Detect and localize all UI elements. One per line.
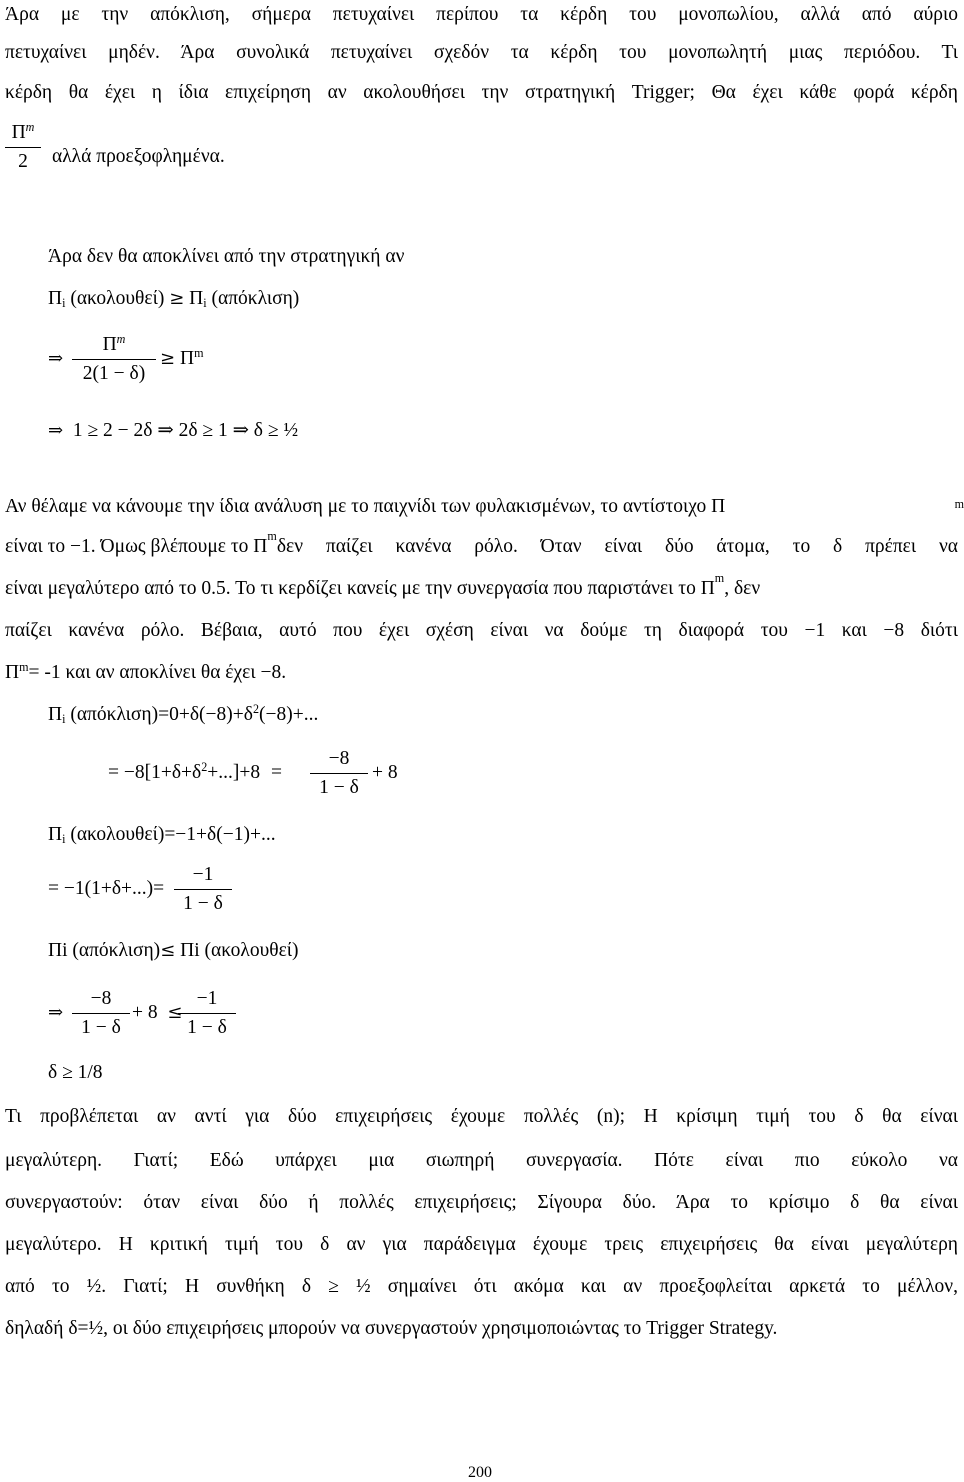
implies-symbol-2: ⇒ <box>48 1002 64 1023</box>
delta-result: δ ≥ 1/8 <box>48 1062 103 1083</box>
cooperation-payoff: $\Pi_i$ (ακολουθεί)=−1+δ(−1)+... <box>48 824 276 847</box>
deviation-payoff: $\Pi_i$ $(\alpha\pi ό\kappa\lambda\iota\sigma\eta)=0+\delta(-8)+\delta^2(-8)+$... <box>48 701 319 727</box>
implies-symbol: ⇒ <box>48 348 64 369</box>
derivation1-inequality: $\Pi_i$ $(\alpha\kappa o\lambda o\upsilon\theta\varepsilon ί) \ge \Pi_i$ (απόκλιση) <box>48 288 300 311</box>
paragraph2-line2: είναι το −1. Όμως βλέπουμε το Π m δεν παίζει κανένα ρόλο. Όταν είναι δύο άτομα, το δ πρέπει να <box>5 529 958 557</box>
final-middle: + 8 ≤ <box>132 1002 183 1023</box>
cooperation-sum-fraction: −1 1 − δ <box>174 862 232 917</box>
cooperation-sum: = −1(1+δ+...)= <box>48 878 165 899</box>
paragraph3-line2: μεγαλύτερη. Γιατί; Εδώ υπάρχει μια σιωπηρή συνεργασία. Πότε είναι πιο εύκολο να <box>5 1150 958 1171</box>
paragraph1-line1: Άρα με την απόκλιση, σήμερα πετυχαίνει περίπου τα κέρδη του μονοπωλίου, αλλά από αύριο <box>5 4 958 25</box>
paragraph3-line5: από το ½. Γιατί; Η συνθήκη δ ≥ ½ σημαίνει ότι ακόμα και αν προεξοφλείται αρκετά το μέλλον, <box>5 1276 958 1297</box>
paragraph3-line3: συνεργαστούν: όταν είναι δύο ή πολλές επιχειρήσεις; Σίγουρα δύο. Άρα το κρίσιμο δ θα είναι <box>5 1192 958 1213</box>
paragraph2-line4: παίζει κανένα ρόλο. Βέβαια, αυτό που έχει σχέση είναι να δούμε τη διαφορά του −1 και −8 διότι <box>5 620 958 641</box>
paragraph3-line6: δηλαδή δ=½, οι δύο επιχειρήσεις μπορούν να συνεργαστούν χρησιμοποιώντας το Trigger Strategy. <box>5 1318 778 1339</box>
derivation1-rhs: ≥ $\Pi^m$ <box>160 345 204 369</box>
paragraph2-line5: $\Pi^m= -1$ και αν αποκλίνει θα έχει −8. <box>5 659 287 683</box>
paragraph1-line3: κέρδη θα έχει η ίδια επιχείρηση αν ακολουθήσει την στρατηγική Trigger; Θα έχει κάθε φορά κέρδη <box>5 82 958 103</box>
derivation1-fraction: $\Pi^m$ 2(1 − δ) <box>72 332 156 387</box>
final-fraction-right: −1 1 − δ <box>178 986 236 1041</box>
comparison: Πi (απόκλιση)≤ Πi (ακολουθεί) <box>48 940 299 961</box>
deviation-sum-tail: + 8 <box>372 762 398 783</box>
paragraph2-line1: Αν θέλαμε να κάνουμε την ίδια ανάλυση με το παιχνίδι των φυλακισμένων, το αντίστοιχο Π m <box>5 496 964 517</box>
profit-fraction: $\Pi^m$ 2 <box>5 120 41 175</box>
deviation-sum-fraction: −8 1 − δ <box>310 746 368 801</box>
paragraph3-line1: Τι προβλέπεται αν αντί για δύο επιχειρήσεις έχουμε πολλές (n); Η κρίσιμη τιμή του δ θα είναι <box>5 1106 958 1127</box>
paragraph1-line4-tail: αλλά προεξοφλημένα. <box>52 146 225 167</box>
final-fraction-left: −8 1 − δ <box>72 986 130 1041</box>
derivation1-intro: Άρα δεν θα αποκλίνει από την στρατηγική αν <box>48 246 405 267</box>
paragraph1-line2: πετυχαίνει μηδέν. Άρα συνολικά πετυχαίνει σχεδόν τα κέρδη του μονοπωλητή μιας περιόδου. Τι <box>5 42 958 63</box>
page-number: 200 <box>468 1464 492 1481</box>
paragraph2-line3: είναι μεγαλύτερο από το 0.5. Το τι κερδίζει κανείς με την συνεργασία που παριστάνει το Π m , δεν <box>5 571 761 599</box>
deviation-sum: = $-8[1+\delta+\delta^2+...]+8$ = <box>108 759 283 783</box>
derivation1-step3: ⇒ 1 ≥ 2 − 2δ ⇒ 2δ ≥ 1 ⇒ δ ≥ ½ <box>48 420 299 441</box>
paragraph3-line4: μεγαλύτερο. Η κριτική τιμή του δ αν για παράδειγμα έχουμε τρεις επιχειρήσεις θα είναι μεγαλύτερη <box>5 1234 958 1255</box>
